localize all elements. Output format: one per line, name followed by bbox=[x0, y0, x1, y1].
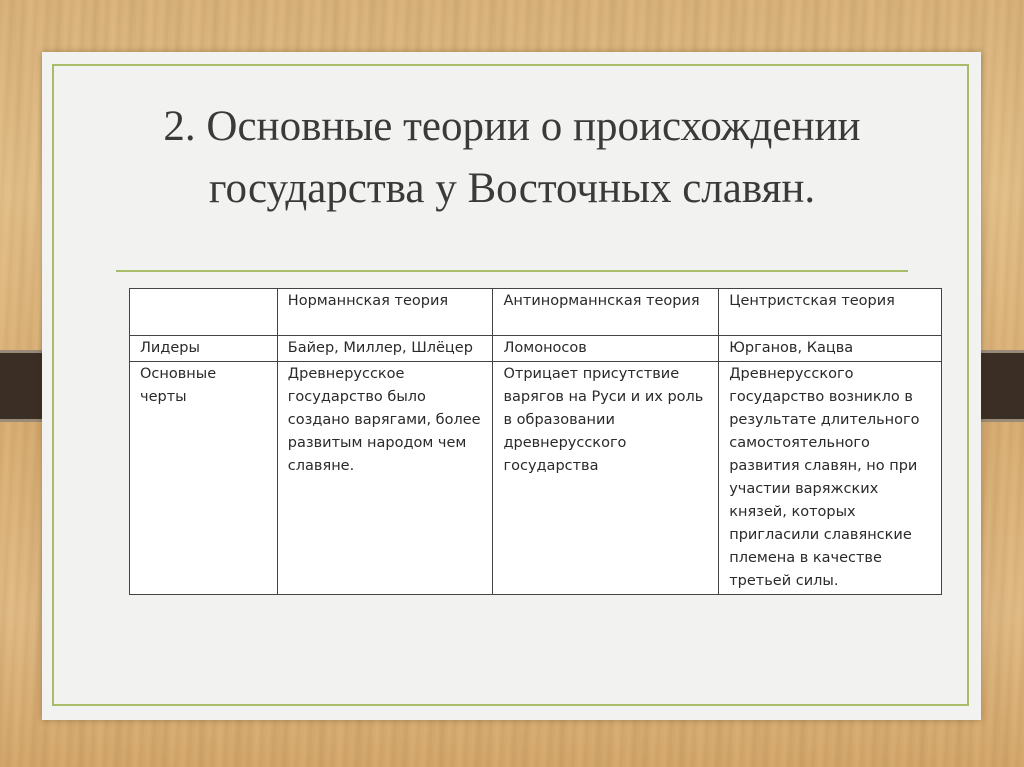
title-underline bbox=[116, 270, 908, 272]
cell-centrist-features: Древнерусского государство возникло в результате длительного самостоятельного развития славян, но при участии варяжских князей, которых пригласили славянские племена в качестве третьей силы. bbox=[719, 362, 942, 595]
slide-title: 2. Основные теории о происхождении государства у Восточных славян. bbox=[163, 103, 861, 212]
cell-centrist-leaders: Юрганов, Кацва bbox=[719, 336, 942, 362]
header-cell-centrist: Центристская теория bbox=[719, 289, 942, 336]
slide bbox=[42, 52, 981, 720]
table-row bbox=[130, 362, 942, 595]
cell-norman-leaders: Байер, Миллер, Шлёцер bbox=[277, 336, 493, 362]
header-cell-antinorman: Антинорманнская теория bbox=[493, 289, 719, 336]
table-row bbox=[130, 336, 942, 362]
header-cell-norman: Норманнская теория bbox=[277, 289, 493, 336]
cell-norman-features: Древнерусское государство было создано варягами, более развитым народом чем славяне. bbox=[277, 362, 493, 595]
table-header-row bbox=[130, 289, 942, 336]
cell-antinorman-features: Отрицает присутствие варягов на Руси и их роль в образовании древнерусского государства bbox=[493, 362, 719, 595]
row-label-features: Основные черты bbox=[130, 362, 278, 595]
cell-antinorman-leaders: Ломоносов bbox=[493, 336, 719, 362]
header-cell-empty bbox=[130, 289, 278, 336]
theories-table bbox=[129, 288, 942, 595]
row-label-leaders: Лидеры bbox=[130, 336, 278, 362]
